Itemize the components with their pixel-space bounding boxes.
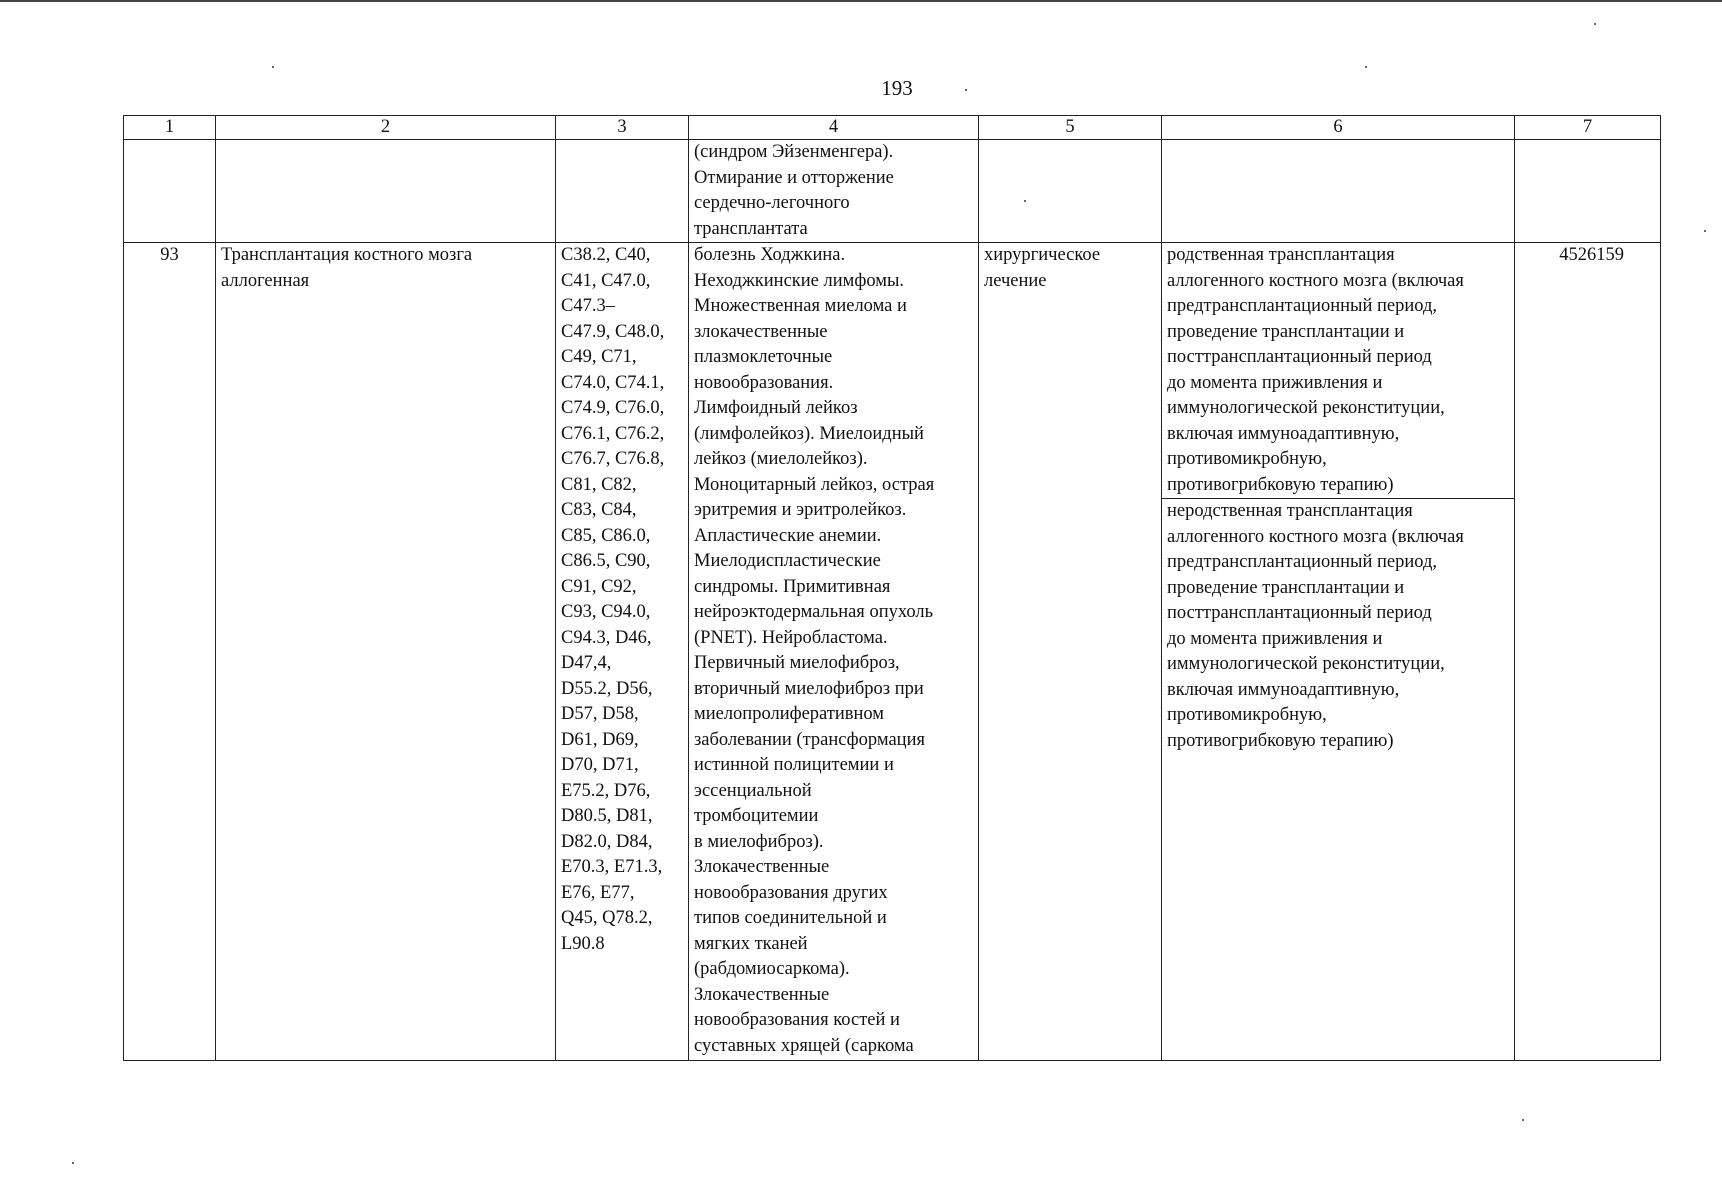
header-col-6: 6 bbox=[1162, 116, 1515, 140]
row-number bbox=[124, 140, 216, 243]
medical-care-table bbox=[123, 115, 1661, 1061]
header-col-7: 7 bbox=[1515, 116, 1661, 140]
page-number: 193 bbox=[881, 76, 913, 100]
header-col-1: 1 bbox=[124, 116, 216, 140]
patient-model: (синдром Эйзенменгера). Отмирание и отторжение сердечно-легочного трансплантата bbox=[689, 140, 979, 243]
table-row-93 bbox=[124, 243, 1661, 1061]
header-col-3: 3 bbox=[556, 116, 689, 140]
treatment-methods bbox=[1162, 243, 1515, 1061]
header-col-4: 4 bbox=[689, 116, 979, 140]
scan-speck bbox=[1522, 1119, 1524, 1121]
scan-speck bbox=[1594, 23, 1596, 25]
scan-speck bbox=[272, 66, 274, 68]
method-related: родственная трансплантация аллогенного костного мозга (включая предтрансплантационный период, проведение трансплантации и посттрансплантационный период до момента приживления и иммунологической реконституции, включая иммуноадаптивную, противомикробную, противогрибковую терапию) bbox=[1167, 245, 1464, 495]
scan-speck bbox=[1704, 230, 1706, 232]
table-row-continuation bbox=[124, 140, 1661, 243]
treatment-method bbox=[1162, 140, 1515, 243]
treatment-type: хирургическое лечение bbox=[979, 243, 1162, 1061]
row-number: 93 bbox=[124, 243, 216, 1061]
norm-cost: 4526159 bbox=[1515, 243, 1661, 1061]
header-col-5: 5 bbox=[979, 116, 1162, 140]
method-unrelated: неродственная трансплантация аллогенного костного мозга (включая предтрансплантационный период, проведение трансплантации и посттрансплантационный период до момента приживления и иммунологической реконституции, включая иммуноадаптивную, противомикробную, противогрибковую терапию) bbox=[1162, 498, 1514, 754]
scan-speck bbox=[1365, 66, 1367, 68]
scan-speck bbox=[965, 89, 967, 91]
treatment-type bbox=[979, 140, 1162, 243]
care-type bbox=[216, 140, 556, 243]
patient-model: болезнь Ходжкина. Неходжкинские лимфомы. Множественная миелома и злокачественные плазмоклеточные новообразования. Лимфоидный лейкоз (лимфолейкоз). Миелоидный лейкоз (миелолейкоз). Моноцитарный лейкоз, острая эритремия и эритролейкоз. Апластические анемии. Миелодиспластические синдромы. Примитивная нейроэктодермальная опухоль (PNET). Нейробластома. Первичный миелофиброз, вторичный миелофиброз при миелопролиферативном заболевании (трансформация истинной полицитемии и эссенциальной тромбоцитемии в миелофиброз). Злокачественные новообразования других типов соединительной и мягких тканей (рабдомиосаркома). Злокачественные новообразования костей и суставных хрящей (саркома bbox=[689, 243, 979, 1061]
icd-codes bbox=[556, 140, 689, 243]
norm-cost bbox=[1515, 140, 1661, 243]
header-row bbox=[124, 116, 1661, 140]
scan-speck bbox=[72, 1162, 74, 1164]
top-rule bbox=[0, 0, 1722, 2]
icd-codes: C38.2, C40, C41, C47.0, C47.3– C47.9, C48.0, C49, C71, C74.0, C74.1, C74.9, C76.0, C76.1, C76.2, C76.7, C76.8, C81, C82, C83, C84, C85, C86.0, C86.5, C90, C91, C92, C93, C94.0, C94.3, D46, D47,4, D55.2, D56, D57, D58, D61, D69, D70, D71, E75.2, D76, D80.5, D81, D82.0, D84, E70.3, E71.3, E76, E77, Q45, Q78.2, L90.8 bbox=[556, 243, 689, 1061]
care-type: Трансплантация костного мозга аллогенная bbox=[216, 243, 556, 1061]
header-col-2: 2 bbox=[216, 116, 556, 140]
method-list bbox=[1162, 243, 1514, 754]
